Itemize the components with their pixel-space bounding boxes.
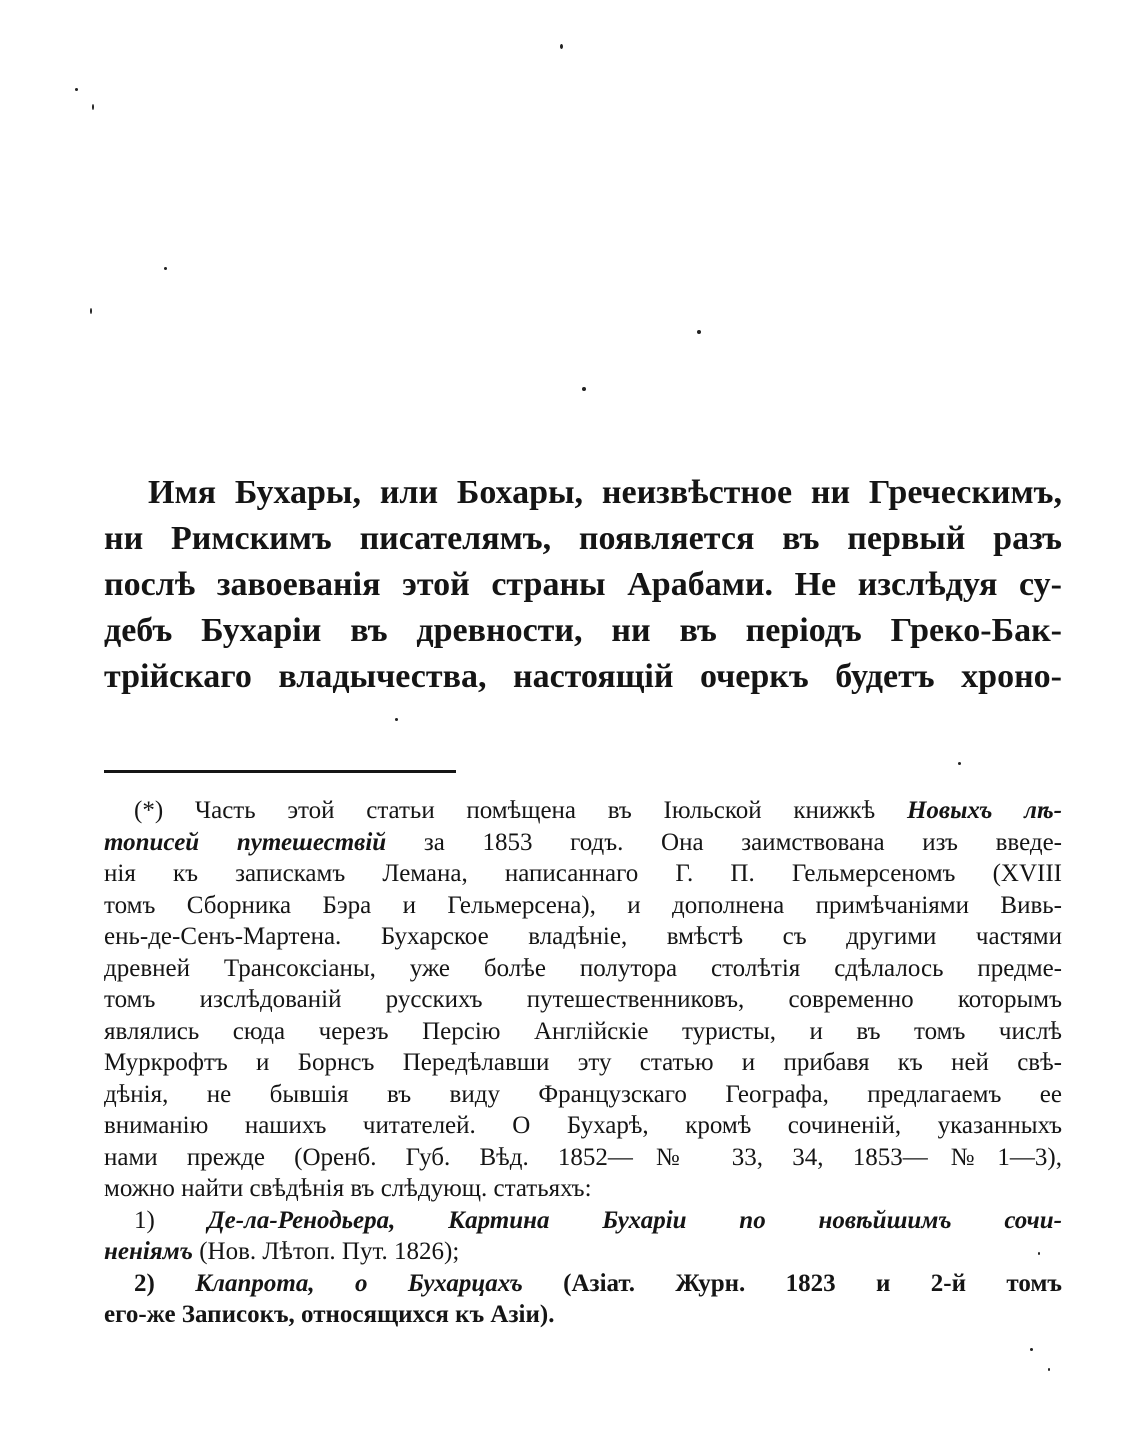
footnote-line: [104, 827, 1062, 859]
footnote-line: нами прежде (Оренб. Губ. Вѣд. 1852—№ 33, 34, 1853—№1—3),: [104, 1143, 1062, 1171]
footnote-line: древней Трансоксіаны, уже болѣе полутора столѣтія сдѣлалось предме-: [104, 954, 1062, 982]
footnote-title-italic: Клапрота, о Бухарцахъ: [195, 1269, 523, 1297]
scan-speck: [75, 88, 78, 91]
footnote-line: нія къ запискамъ Лемана, написаннаго Г. П. Гельмерсеномъ (XVIII: [104, 860, 1062, 887]
footnote-title-italic: неніямъ: [104, 1238, 193, 1265]
footnote-text: 2): [134, 1269, 196, 1297]
footnote-line: [104, 1236, 1062, 1268]
footnote-separator: [104, 770, 456, 773]
main-text-line: ни Римскимъ писателямъ, появляется въ первый разъ: [104, 520, 1062, 557]
main-text-line: Имя Бухары, или Бохары, неизвѣстное ни Греческимъ,: [148, 474, 1062, 511]
scan-speck: [395, 718, 398, 721]
footnote-line: вниманію нашихъ читателей. О Бухарѣ, кромѣ сочиненій, указанныхъ: [104, 1112, 1062, 1139]
footnote-line: ень-де-Сенъ-Мартена. Бухарское владѣніе, вмѣстѣ съ другими частями: [104, 923, 1062, 950]
footnote-line: дѣнія, не бывшія въ виду Французскаго Географа, предлагаемъ ее: [104, 1080, 1062, 1108]
footnote-line: томъ Сборника Бэра и Гельмерсена), и дополнена примѣчаніями Вивь-: [104, 891, 1062, 919]
footnote-title-italic: тописей путешествій: [104, 828, 387, 856]
footnote-line: [104, 1205, 1062, 1237]
scan-speck: [697, 330, 701, 334]
footnote-line: можно найти свѣдѣнія въ слѣдующ. статьяхъ:: [104, 1175, 592, 1202]
main-paragraph: [104, 470, 1062, 700]
scan-speck: [958, 762, 961, 765]
footnote-text: (Азіат. Журн. 1823 и 2-й томъ: [522, 1269, 1062, 1297]
footnote-line: томъ изслѣдованій русскихъ путешественниковъ, современно которымъ: [104, 986, 1062, 1013]
footnote-title-italic: Де-ла-Ренодьера, Картина Бухаріи по новѣйшимъ сочи-: [207, 1206, 1063, 1234]
footnote-line: [104, 1268, 1062, 1300]
footnote-text: за 1853 годъ. Она заимствована изъ введе-: [386, 828, 1062, 856]
footnote-line: являлись сюда черезъ Персію Англійскіе туристы, и въ томъ числѣ: [104, 1017, 1062, 1045]
footnote-title-italic: Новыхъ лѣ-: [906, 797, 1062, 824]
main-text-line: трійскаго владычества, настоящій очеркъ будетъ хроно-: [104, 658, 1062, 695]
scan-speck: [1030, 1348, 1033, 1351]
scan-speck: [560, 44, 563, 49]
scan-speck: [164, 267, 167, 270]
main-text-line: послѣ завоеванія этой страны Арабами. Не изслѣдуя су-: [104, 566, 1062, 603]
footnote-text: (Нов. Лѣтоп. Пут. 1826);: [192, 1238, 460, 1265]
scan-speck: [90, 308, 92, 314]
footnote-text: (*) Часть этой статьи помѣщена въ Іюльской книжкѣ: [134, 797, 907, 824]
footnote-line: Муркрофтъ и Борнсъ Передѣлавши эту статью и прибавя къ ней свѣ-: [104, 1049, 1062, 1076]
scan-speck: [582, 387, 586, 391]
footnote-text: 1): [134, 1206, 208, 1234]
footnote-line: [104, 795, 1062, 827]
footnote: [104, 795, 1062, 1331]
scan-speck: [92, 104, 94, 110]
footnote-line: его-же Записокъ, относящихся къ Азіи).: [104, 1301, 555, 1328]
main-text-line: дебъ Бухаріи въ древности, ни въ періодъ Греко-Бак-: [104, 612, 1062, 649]
scan-speck: [1048, 1368, 1050, 1371]
